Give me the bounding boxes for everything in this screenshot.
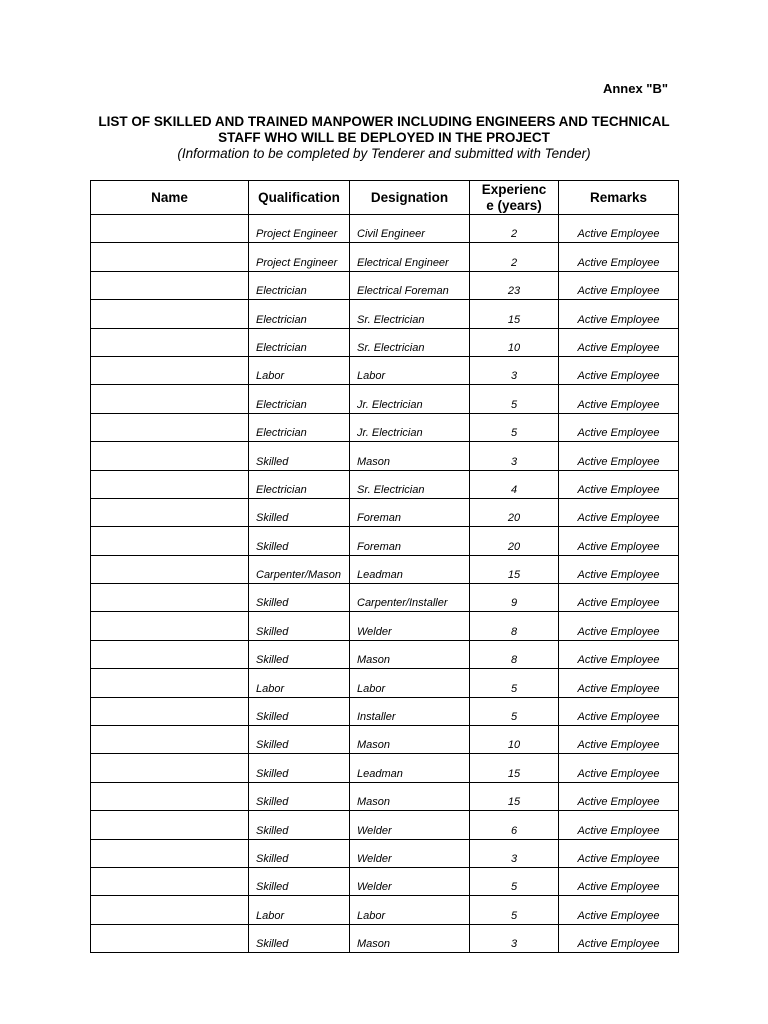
designation-cell: Foreman (350, 498, 470, 526)
table-row (91, 243, 679, 271)
experience-cell: 15 (470, 555, 559, 583)
remarks-cell: Active Employee (559, 640, 679, 668)
document-title (0, 114, 768, 146)
experience-cell: 6 (470, 811, 559, 839)
experience-cell: 3 (470, 839, 559, 867)
designation-cell: Foreman (350, 527, 470, 555)
experience-cell: 5 (470, 697, 559, 725)
designation-cell: Leadman (350, 555, 470, 583)
remarks-cell: Active Employee (559, 356, 679, 384)
remarks-cell: Active Employee (559, 300, 679, 328)
table-row (91, 726, 679, 754)
remarks-cell: Active Employee (559, 555, 679, 583)
annex-label: Annex "B" (602, 81, 668, 96)
name-cell (91, 839, 249, 867)
qualification-cell: Electrician (249, 385, 350, 413)
name-cell (91, 867, 249, 895)
remarks-cell: Active Employee (559, 584, 679, 612)
table-row (91, 811, 679, 839)
remarks-cell: Active Employee (559, 726, 679, 754)
header-name: Name (91, 181, 249, 215)
table-row (91, 271, 679, 299)
name-cell (91, 754, 249, 782)
table-header-row (91, 181, 679, 215)
name-cell (91, 300, 249, 328)
qualification-cell: Project Engineer (249, 215, 350, 243)
qualification-cell: Skilled (249, 527, 350, 555)
remarks-cell: Active Employee (559, 782, 679, 810)
remarks-cell: Active Employee (559, 612, 679, 640)
qualification-cell: Skilled (249, 584, 350, 612)
qualification-cell: Electrician (249, 328, 350, 356)
designation-cell: Sr. Electrician (350, 328, 470, 356)
table-row (91, 442, 679, 470)
table-row (91, 640, 679, 668)
experience-cell: 10 (470, 726, 559, 754)
experience-cell: 15 (470, 754, 559, 782)
remarks-cell: Active Employee (559, 839, 679, 867)
name-cell (91, 271, 249, 299)
header-experience (470, 181, 559, 215)
designation-cell: Sr. Electrician (350, 470, 470, 498)
table-row (91, 555, 679, 583)
table-row (91, 584, 679, 612)
designation-cell: Labor (350, 896, 470, 924)
qualification-cell: Electrician (249, 413, 350, 441)
name-cell (91, 527, 249, 555)
header-remarks: Remarks (559, 181, 679, 215)
qualification-cell: Project Engineer (249, 243, 350, 271)
remarks-cell: Active Employee (559, 328, 679, 356)
designation-cell: Jr. Electrician (350, 385, 470, 413)
table-row (91, 470, 679, 498)
designation-cell: Electrical Engineer (350, 243, 470, 271)
table-row (91, 356, 679, 384)
remarks-cell: Active Employee (559, 896, 679, 924)
name-cell (91, 896, 249, 924)
remarks-cell: Active Employee (559, 271, 679, 299)
table-row (91, 867, 679, 895)
experience-cell: 3 (470, 442, 559, 470)
qualification-cell: Skilled (249, 811, 350, 839)
table-row (91, 754, 679, 782)
designation-cell: Mason (350, 640, 470, 668)
designation-cell: Mason (350, 726, 470, 754)
table-row (91, 413, 679, 441)
remarks-cell: Active Employee (559, 697, 679, 725)
remarks-cell: Active Employee (559, 754, 679, 782)
designation-cell: Installer (350, 697, 470, 725)
experience-cell: 20 (470, 527, 559, 555)
qualification-cell: Skilled (249, 754, 350, 782)
experience-cell: 4 (470, 470, 559, 498)
remarks-cell: Active Employee (559, 811, 679, 839)
qualification-cell: Skilled (249, 867, 350, 895)
table-row (91, 215, 679, 243)
designation-cell: Labor (350, 356, 470, 384)
table-row (91, 300, 679, 328)
experience-cell: 9 (470, 584, 559, 612)
table-row (91, 782, 679, 810)
qualification-cell: Labor (249, 896, 350, 924)
remarks-cell: Active Employee (559, 470, 679, 498)
qualification-cell: Carpenter/Mason (249, 555, 350, 583)
name-cell (91, 697, 249, 725)
qualification-cell: Skilled (249, 839, 350, 867)
remarks-cell: Active Employee (559, 669, 679, 697)
experience-cell: 3 (470, 924, 559, 952)
table-row (91, 924, 679, 952)
name-cell (91, 726, 249, 754)
designation-cell: Mason (350, 782, 470, 810)
designation-cell: Leadman (350, 754, 470, 782)
qualification-cell: Skilled (249, 782, 350, 810)
remarks-cell: Active Employee (559, 442, 679, 470)
qualification-cell: Skilled (249, 697, 350, 725)
header-experience-line-1: Experienc (481, 181, 547, 197)
table-row (91, 498, 679, 526)
header-designation: Designation (350, 181, 470, 215)
designation-cell: Labor (350, 669, 470, 697)
table-row (91, 328, 679, 356)
experience-cell: 5 (470, 669, 559, 697)
designation-cell: Welder (350, 612, 470, 640)
title-line-1: LIST OF SKILLED AND TRAINED MANPOWER INCLUDING ENGINEERS AND TECHNICAL (98, 114, 670, 129)
remarks-cell: Active Employee (559, 413, 679, 441)
experience-cell: 20 (470, 498, 559, 526)
designation-cell: Welder (350, 839, 470, 867)
name-cell (91, 385, 249, 413)
experience-cell: 5 (470, 385, 559, 413)
name-cell (91, 612, 249, 640)
experience-cell: 23 (470, 271, 559, 299)
experience-cell: 15 (470, 782, 559, 810)
table-row (91, 669, 679, 697)
designation-cell: Welder (350, 867, 470, 895)
table-row (91, 527, 679, 555)
table-row (91, 385, 679, 413)
remarks-cell: Active Employee (559, 924, 679, 952)
name-cell (91, 356, 249, 384)
table-row (91, 839, 679, 867)
qualification-cell: Electrician (249, 470, 350, 498)
name-cell (91, 498, 249, 526)
experience-cell: 8 (470, 612, 559, 640)
name-cell (91, 328, 249, 356)
designation-cell: Civil Engineer (350, 215, 470, 243)
experience-cell: 5 (470, 896, 559, 924)
qualification-cell: Skilled (249, 924, 350, 952)
name-cell (91, 442, 249, 470)
designation-cell: Electrical Foreman (350, 271, 470, 299)
qualification-cell: Electrician (249, 300, 350, 328)
designation-cell: Jr. Electrician (350, 413, 470, 441)
experience-cell: 15 (470, 300, 559, 328)
designation-cell: Carpenter/Installer (350, 584, 470, 612)
qualification-cell: Skilled (249, 498, 350, 526)
remarks-cell: Active Employee (559, 867, 679, 895)
experience-cell: 2 (470, 215, 559, 243)
name-cell (91, 470, 249, 498)
name-cell (91, 782, 249, 810)
designation-cell: Mason (350, 924, 470, 952)
remarks-cell: Active Employee (559, 498, 679, 526)
designation-cell: Mason (350, 442, 470, 470)
name-cell (91, 640, 249, 668)
designation-cell: Sr. Electrician (350, 300, 470, 328)
name-cell (91, 924, 249, 952)
qualification-cell: Labor (249, 356, 350, 384)
qualification-cell: Skilled (249, 726, 350, 754)
remarks-cell: Active Employee (559, 243, 679, 271)
qualification-cell: Skilled (249, 442, 350, 470)
experience-cell: 5 (470, 867, 559, 895)
remarks-cell: Active Employee (559, 385, 679, 413)
table-row (91, 896, 679, 924)
experience-cell: 3 (470, 356, 559, 384)
qualification-cell: Electrician (249, 271, 350, 299)
qualification-cell: Skilled (249, 612, 350, 640)
header-experience-line-2: e (years) (486, 197, 542, 213)
name-cell (91, 243, 249, 271)
name-cell (91, 669, 249, 697)
remarks-cell: Active Employee (559, 527, 679, 555)
experience-cell: 5 (470, 413, 559, 441)
designation-cell: Welder (350, 811, 470, 839)
name-cell (91, 584, 249, 612)
name-cell (91, 555, 249, 583)
name-cell (91, 215, 249, 243)
qualification-cell: Labor (249, 669, 350, 697)
table-row (91, 697, 679, 725)
title-line-2: STAFF WHO WILL BE DEPLOYED IN THE PROJECT (218, 130, 550, 145)
header-qualification: Qualification (249, 181, 350, 215)
remarks-cell: Active Employee (559, 215, 679, 243)
experience-cell: 2 (470, 243, 559, 271)
experience-cell: 8 (470, 640, 559, 668)
experience-cell: 10 (470, 328, 559, 356)
name-cell (91, 811, 249, 839)
manpower-table (90, 180, 679, 953)
table-row (91, 612, 679, 640)
name-cell (91, 413, 249, 441)
document-subtitle: (Information to be completed by Tenderer and submitted with Tender) (177, 146, 591, 161)
table-body (91, 215, 679, 953)
qualification-cell: Skilled (249, 640, 350, 668)
